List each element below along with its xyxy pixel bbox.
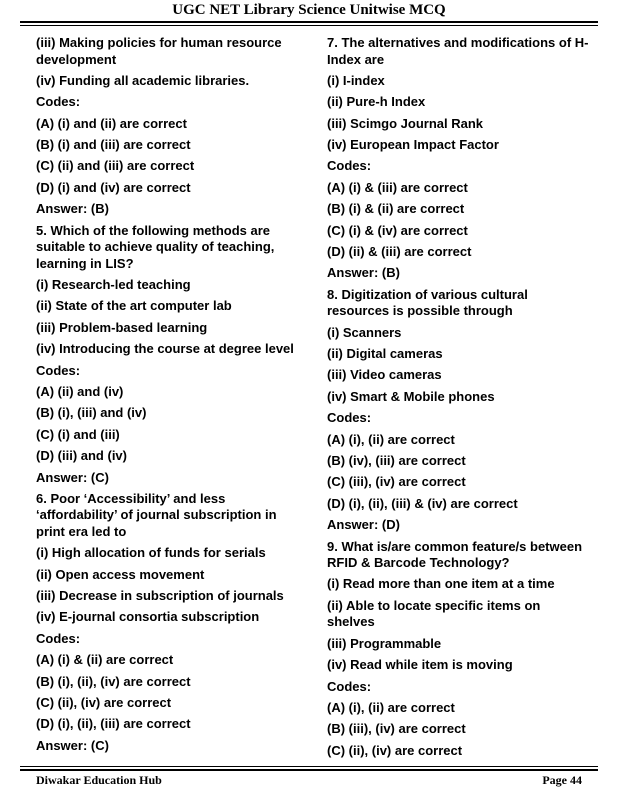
text-line: (D) (i), (ii), (iii) are correct [36, 716, 191, 732]
text-line: (A) (i), (ii) are correct [327, 699, 455, 715]
text-line: Answer: (B) [36, 201, 109, 217]
footer-page-number: Page 44 [542, 773, 582, 787]
text-line: Codes: [36, 630, 81, 646]
text-line: (i) Research-led teaching [36, 277, 191, 293]
text-line: Answer: (C) [36, 469, 109, 485]
header-rule-thick [20, 21, 598, 23]
text-line: (D) (iii) and (iv) [36, 448, 127, 464]
text-line: (B) (iv), (iii) are correct [327, 453, 466, 469]
footer-publisher: Diwakar Education Hub [36, 773, 162, 787]
footer-rule-thin [20, 766, 598, 767]
text-line: (iii) Video cameras [327, 367, 442, 383]
text-line: (iv) European Impact Factor [327, 137, 499, 153]
text-line: (C) (iii), (iv) are correct [327, 474, 466, 490]
text-line: 6. Poor ‘Accessibility’ and less ‘affordability’ of journal subscription in print era led to [36, 490, 277, 539]
text-line: (D) (i) and (iv) are correct [36, 179, 191, 195]
text-line: (B) (i), (iii) and (iv) [36, 405, 147, 421]
text-line: (A) (i) & (ii) are correct [36, 652, 174, 668]
page-header: UGC NET Library Science Unitwise MCQ [172, 2, 446, 18]
text-line: (A) (i) & (iii) are correct [327, 179, 468, 195]
text-line: (B) (i), (ii), (iv) are correct [36, 673, 191, 689]
text-line: (A) (i) and (ii) are correct [36, 115, 187, 131]
text-line: (iii) Problem-based learning [36, 319, 208, 335]
header-rule-thin [20, 25, 598, 26]
text-line: (iv) Smart & Mobile phones [327, 388, 495, 404]
text-line: Answer: (B) [327, 265, 400, 281]
text-line: (D) (ii) & (iii) are correct [327, 244, 472, 260]
text-line: (iii) Making policies for human resource development [36, 35, 282, 67]
text-line: Codes: [327, 158, 372, 174]
footer-rule-thick [20, 769, 598, 771]
text-line: 5. Which of the following methods are suitable to achieve quality of teaching, learning in LIS? [36, 222, 275, 271]
text-line: (B) (iii), (iv) are correct [327, 721, 466, 737]
text-line: (C) (i) & (iv) are correct [327, 222, 468, 238]
text-line: (i) Read more than one item at a time [327, 576, 555, 592]
text-line: Codes: [36, 94, 81, 110]
text-line: (C) (ii), (iv) are correct [327, 742, 463, 758]
right-column [327, 35, 589, 764]
text-line: (i) I-index [327, 72, 385, 88]
text-line: (C) (i) and (iii) [36, 426, 120, 442]
text-line: (A) (i), (ii) are correct [327, 431, 455, 447]
text-line: (iii) Programmable [327, 635, 442, 651]
text-line: (ii) Pure-h Index [327, 94, 426, 110]
text-line: (i) High allocation of funds for serials [36, 545, 266, 561]
text-line: (ii) Open access movement [36, 566, 205, 582]
text-line: Answer: (C) [36, 737, 109, 753]
text-line: Answer: (D) [327, 517, 400, 533]
text-line: (ii) State of the art computer lab [36, 298, 232, 314]
text-line: (A) (ii) and (iv) [36, 383, 124, 399]
text-line: (D) (i), (ii), (iii) & (iv) are correct [327, 495, 518, 511]
text-line: Codes: [327, 410, 372, 426]
text-line: (B) (i) and (iii) are correct [36, 137, 191, 153]
text-line: 9. What is/are common feature/s between RFID & Barcode Technology? [327, 538, 583, 571]
text-line: (iv) E-journal consortia subscription [36, 609, 260, 625]
text-line: (iv) Funding all academic libraries. [36, 72, 250, 88]
text-line: (i) Scanners [327, 324, 402, 340]
text-line: (iv) Read while item is moving [327, 657, 513, 673]
text-line: Codes: [327, 678, 372, 694]
text-line: 8. Digitization of various cultural resources is possible through [327, 286, 528, 319]
text-line: (iv) Introducing the course at degree level [36, 341, 294, 357]
text-line: (iii) Decrease in subscription of journals [36, 588, 284, 604]
text-line: (ii) Able to locate specific items on shelves [327, 597, 541, 630]
text-line: 7. The alternatives and modifications of H-Index are [327, 35, 589, 67]
text-line: (ii) Digital cameras [327, 346, 443, 362]
text-line: (C) (ii) and (iii) are correct [36, 158, 195, 174]
text-line: (C) (ii), (iv) are correct [36, 695, 172, 711]
text-line: Codes: [36, 362, 81, 378]
text-line: (iii) Scimgo Journal Rank [327, 115, 484, 131]
text-line: (B) (i) & (ii) are correct [327, 201, 465, 217]
left-column [36, 35, 298, 759]
